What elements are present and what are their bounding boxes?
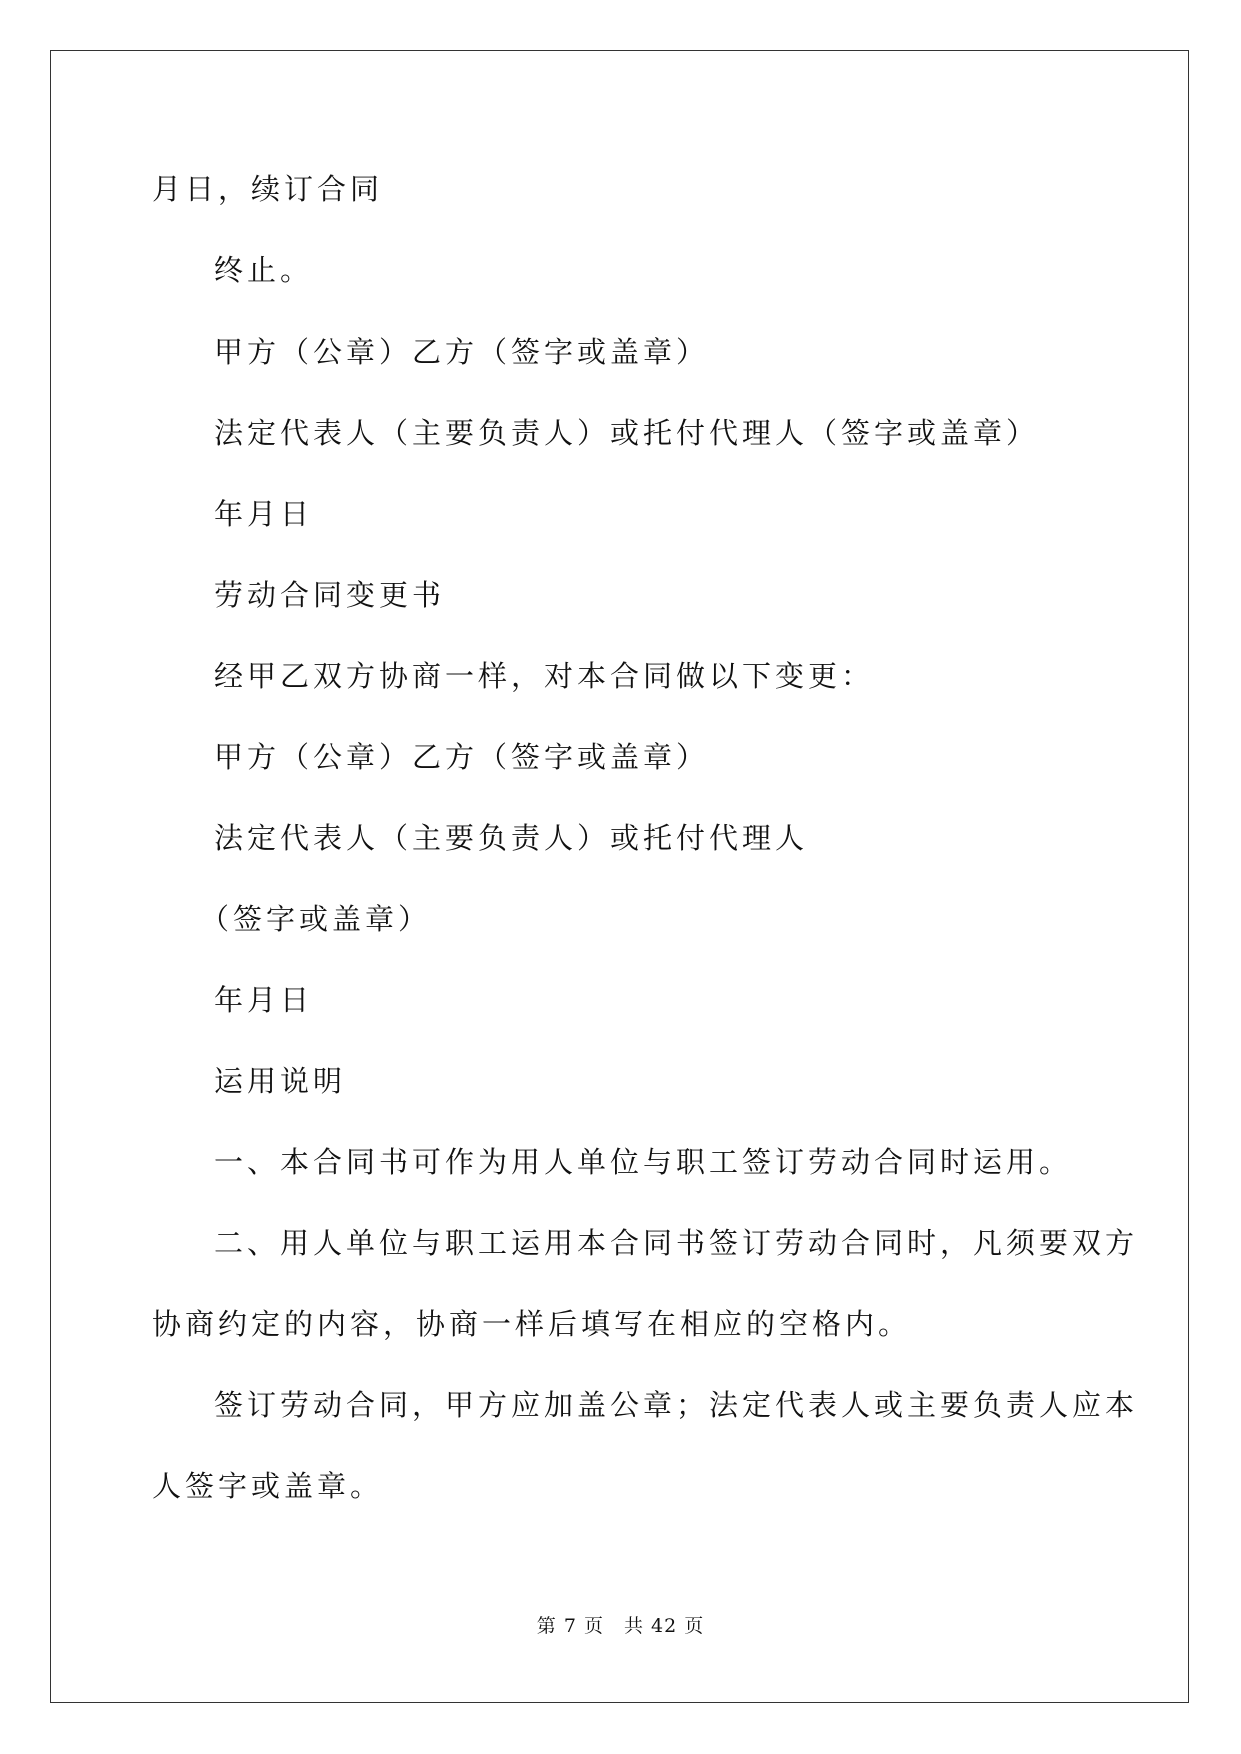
text-line: 人签字或盖章。 (152, 1469, 384, 1503)
text-line: 月日，续订合同 (152, 172, 384, 206)
section-heading: 运用说明 (214, 1064, 347, 1098)
page-number: 第 7 页 共 42 页 (536, 1615, 705, 1637)
text-line: 协商约定的内容，协商一样后填写在相应的空格内。 (152, 1307, 912, 1341)
text-line: 二、用人单位与职工运用本合同书签订劳动合同时，凡须要双方 (214, 1226, 1139, 1260)
text-line: 甲方（公章）乙方（签字或盖章） (214, 335, 710, 369)
section-heading: 劳动合同变更书 (214, 578, 446, 612)
text-line: 年月日 (214, 983, 314, 1017)
text-line: 终止。 (214, 253, 314, 287)
text-line: （签字或盖章） (200, 902, 432, 936)
text-line: 签订劳动合同，甲方应加盖公章；法定代表人或主要负责人应本 (214, 1388, 1139, 1422)
text-line: 经甲乙双方协商一样，对本合同做以下变更： (214, 659, 875, 693)
text-line: 甲方（公章）乙方（签字或盖章） (214, 740, 710, 774)
text-line: 法定代表人（主要负责人）或托付代理人（签字或盖章） (214, 416, 1040, 450)
text-line: 法定代表人（主要负责人）或托付代理人 (214, 821, 809, 855)
text-line: 一、本合同书可作为用人单位与职工签订劳动合同时运用。 (214, 1145, 1073, 1179)
text-line: 年月日 (214, 497, 314, 531)
page-border (50, 50, 1189, 1703)
